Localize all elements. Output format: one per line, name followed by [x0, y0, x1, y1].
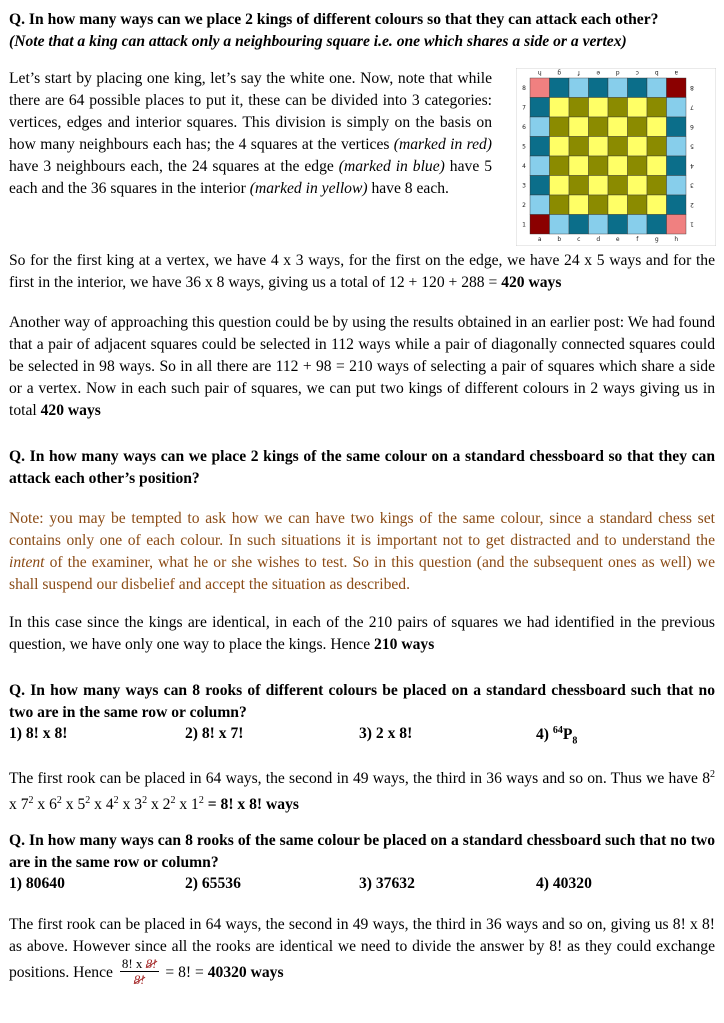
board-file-label-bottom: d	[596, 236, 601, 243]
board-square	[569, 98, 589, 118]
board-square	[608, 78, 628, 98]
board-square	[589, 98, 609, 118]
board-rank-label-right: 3	[690, 181, 694, 189]
board-square	[550, 176, 570, 196]
q3-expr-term: x 1	[175, 796, 199, 814]
board-square	[628, 195, 648, 215]
board-square	[530, 117, 550, 137]
q2-answer: 210 ways	[374, 636, 435, 653]
board-square	[667, 137, 687, 157]
board-square	[628, 215, 648, 235]
board-rank-label-left: 7	[522, 104, 526, 112]
board-square	[589, 156, 609, 176]
q3-expr-term: x 7	[9, 796, 29, 814]
q1-para1-text-d: have 8 each.	[367, 180, 449, 197]
q2-note-text-b: of the examiner, what he or she wishes to test. So in this question (and the subsequent ones as well) we shall suspend our disbelief and accept the situation as described.	[9, 554, 715, 593]
q3-expr-term: x 3	[118, 796, 143, 814]
board-square	[589, 117, 609, 137]
board-square	[667, 156, 687, 176]
q3-expr-exponent: 2	[56, 795, 62, 807]
q3-expr-exponent: 2	[142, 795, 148, 807]
q3-expr-exponent: 2	[198, 795, 204, 807]
board-square	[667, 78, 687, 98]
q4-fraction	[120, 956, 159, 987]
board-rank-label-right: 4	[690, 161, 694, 169]
board-file-label-top: b	[654, 69, 659, 76]
board-rank-label-left: 3	[522, 182, 526, 190]
q3-option-4	[536, 725, 577, 746]
board-square	[569, 176, 589, 196]
board-square	[550, 117, 570, 137]
board-square	[628, 176, 648, 196]
board-rank-label-left: 6	[522, 123, 526, 131]
q3-options	[9, 725, 715, 747]
board-square	[530, 215, 550, 235]
board-square	[569, 156, 589, 176]
board-square	[647, 156, 667, 176]
q3-question: Q. In how many ways can 8 rooks of different colours be placed on a standard chessboard such that no two are in the same row or column?	[9, 682, 715, 721]
q3-option-4-sup: 64	[552, 725, 563, 736]
board-square	[628, 98, 648, 118]
board-square	[667, 98, 687, 118]
q1-para1-text-c: have 5 each and the 36 squares in the interior	[9, 158, 493, 197]
board-square	[647, 78, 667, 98]
q1-para1-text-a: Let’s start by placing one king, let’s say the white one. Now, note that while there are 64 possible places to put it, these can be divided into 3 categories: vertices, edges and interior squares. This division is simply on the basis on how many neighbours each has; the 4 squares at the vertices	[9, 70, 492, 153]
q3-answer: = 8! x 8! ways	[207, 796, 299, 814]
q1-para1-yellow: (marked in yellow)	[249, 180, 368, 197]
q2-answer-text: In this case since the kings are identical, in each of the 210 pairs of squares we had identified in the previous question, we have only one way to place the kings. Hence	[9, 614, 715, 653]
board-file-label-bottom: e	[615, 236, 620, 243]
q1-para1-text-b: have 3 neighbours each, the 24 squares at the edge	[9, 158, 339, 175]
q4-fraction-denominator	[120, 972, 159, 987]
board-square	[550, 215, 570, 235]
board-square	[647, 137, 667, 157]
board-square	[608, 156, 628, 176]
q4-frac-den-struck: 8!	[133, 972, 145, 987]
board-square	[589, 176, 609, 196]
board-file-label-bottom: b	[557, 236, 562, 243]
board-rank-label-right: 8	[690, 83, 694, 91]
q4-option-4: 4) 40320	[536, 875, 592, 892]
board-square	[530, 98, 550, 118]
board-square	[589, 78, 609, 98]
board-square	[589, 195, 609, 215]
q1-paragraph-1	[9, 68, 492, 200]
board-square	[530, 176, 550, 196]
board-square	[628, 137, 648, 157]
board-square	[667, 215, 687, 235]
q4-option-1: 1) 80640	[9, 875, 65, 892]
board-square	[530, 78, 550, 98]
board-square	[608, 117, 628, 137]
board-rank-label-left: 8	[522, 84, 526, 92]
q2-answer-paragraph	[9, 612, 715, 656]
q1-para1-blue: (marked in blue)	[338, 158, 445, 175]
q4-answer-mid: = 8! =	[161, 964, 208, 982]
board-square	[628, 156, 648, 176]
q3-option-1: 1) 8! x 8!	[9, 725, 68, 742]
q4-answer-text: The first rook can be placed in 64 ways, the second in 49 ways, the third in 36 ways and so on, giving us 8! x 8! as above. However since all the rooks are identical we need to divide the answer by 8! as they could exchange positions. Hence	[9, 916, 715, 982]
q2-note	[9, 508, 715, 596]
board-rank-label-right: 6	[690, 122, 694, 130]
q4-answer-paragraph	[9, 914, 715, 989]
board-file-label-bottom: a	[537, 236, 542, 243]
board-square	[550, 195, 570, 215]
board-file-label-top: e	[596, 69, 601, 76]
q1-para1-red: (marked in red)	[393, 136, 492, 153]
board-square	[667, 117, 687, 137]
board-file-label-bottom: g	[654, 236, 659, 243]
board-square	[569, 195, 589, 215]
board-rank-label-left: 2	[522, 201, 526, 209]
board-square	[530, 195, 550, 215]
q3-option-4-label: 4)	[536, 726, 553, 744]
q3-expr-exponent: 2	[85, 795, 91, 807]
q1-note-line: (Note that a king can attack only a neighbouring square i.e. one which shares a side or a vertex)	[9, 33, 627, 50]
q4-answer: 40320 ways	[207, 964, 284, 982]
board-square	[569, 137, 589, 157]
board-rank-label-left: 1	[522, 221, 526, 229]
q2-note-text-a: Note: you may be tempted to ask how we can have two kings of the same colour, since a standard chess set contains only one of each colour. In such situations it is important not to get distracted and to understand the	[9, 510, 715, 549]
board-rank-label-right: 7	[690, 103, 694, 111]
board-square	[569, 215, 589, 235]
board-file-label-bottom: f	[636, 236, 639, 243]
q4-option-3: 3) 37632	[359, 875, 415, 892]
board-file-label-top: g	[557, 69, 562, 76]
q1-para3-text: Another way of approaching this question could be by using the results obtained in an earlier post: We had found that a pair of adjacent squares could be selected in 112 ways while a pair of diagonally connected squares could be selected in 98 ways. So in all there are 112 + 98 = 210 ways of selecting a pair of squares which share a side or a vertex. Now in each such pair of squares, we can put two kings of different colours in 2 ways giving us in total	[9, 314, 715, 419]
board-square	[667, 176, 687, 196]
q3-option-2: 2) 8! x 7!	[185, 725, 244, 742]
board-file-label-top: d	[615, 69, 620, 76]
board-square	[569, 117, 589, 137]
board-file-label-top: c	[635, 69, 639, 76]
board-rank-label-right: 5	[690, 142, 694, 150]
q3-expr-exponent: 2	[170, 795, 176, 807]
board-square	[550, 156, 570, 176]
q3-expr-term: x 2	[147, 796, 171, 814]
board-rank-label-right: 2	[690, 200, 694, 208]
board-file-label-bottom: c	[577, 236, 581, 243]
board-square	[569, 78, 589, 98]
board-square	[530, 156, 550, 176]
q2-question: Q. In how many ways can we place 2 kings of the same colour on a standard chessboard so that they can attack each other’s position?	[9, 448, 715, 487]
q4-frac-num-a: 8! x	[121, 956, 146, 971]
q3-expr-exponent: 2	[710, 769, 715, 780]
q4-option-2: 2) 65536	[185, 875, 241, 892]
q3-expr-term: x 6	[33, 796, 57, 814]
board-square	[647, 176, 667, 196]
board-rank-label-right: 1	[690, 220, 694, 228]
q1-para3-answer: 420 ways	[40, 402, 101, 419]
q4-fraction-numerator	[120, 956, 159, 972]
q1-para2-text: So for the first king at a vertex, we have 4 x 3 ways, for the first on the edge, we have 24 x 5 ways and for the first in the interior, we have 36 x 8 ways, giving us a total of 12 + 120 + 288 =	[9, 252, 715, 291]
q1-paragraph-2	[9, 250, 715, 294]
chessboard-diagram	[516, 68, 716, 246]
board-square	[550, 98, 570, 118]
board-file-label-top: h	[537, 69, 542, 76]
board-file-label-bottom: h	[674, 236, 679, 243]
board-file-label-top: a	[674, 69, 679, 76]
q3-expr-exponent: 2	[113, 795, 119, 807]
q4-options	[9, 875, 715, 897]
board-square	[647, 98, 667, 118]
q1-question: Q. In how many ways can we place 2 kings of different colours so that they can attack each other?	[9, 11, 659, 28]
board-square	[647, 117, 667, 137]
q3-option-3: 3) 2 x 8!	[359, 725, 413, 742]
board-square	[608, 195, 628, 215]
q4-question: Q. In how many ways can 8 rooks of the same colour be placed on a standard chessboard such that no two are in the same row or column?	[9, 832, 715, 871]
board-square	[608, 176, 628, 196]
q3-expr-term: x 5	[61, 796, 86, 814]
q1-para2-answer: 420 ways	[501, 274, 562, 291]
q3-expr-term: x 4	[90, 796, 114, 814]
board-square	[667, 195, 687, 215]
q3-option-4-p: P	[562, 726, 573, 744]
board-square	[530, 137, 550, 157]
q3-expr-exponent: 2	[28, 795, 34, 807]
q3-answer-paragraph	[9, 764, 715, 816]
board-square	[589, 137, 609, 157]
board-square	[608, 215, 628, 235]
board-square	[628, 117, 648, 137]
board-square	[550, 137, 570, 157]
board-square	[589, 215, 609, 235]
q2-note-intent: intent	[9, 554, 45, 571]
board-square	[608, 98, 628, 118]
board-square	[628, 78, 648, 98]
board-square	[550, 78, 570, 98]
board-rank-label-left: 4	[522, 162, 526, 170]
q3-option-4-sub: 8	[572, 735, 578, 747]
board-rank-label-left: 5	[522, 143, 526, 151]
q3-answer-text: The first rook can be placed in 64 ways, the second in 49 ways, the third in 36 ways and so on. Thus we have 8	[9, 770, 710, 788]
board-square	[647, 195, 667, 215]
board-file-label-top: f	[577, 69, 580, 76]
q4-frac-num-struck: 8!	[145, 956, 157, 971]
board-square	[647, 215, 667, 235]
board-square	[608, 137, 628, 157]
q1-paragraph-3	[9, 312, 715, 422]
